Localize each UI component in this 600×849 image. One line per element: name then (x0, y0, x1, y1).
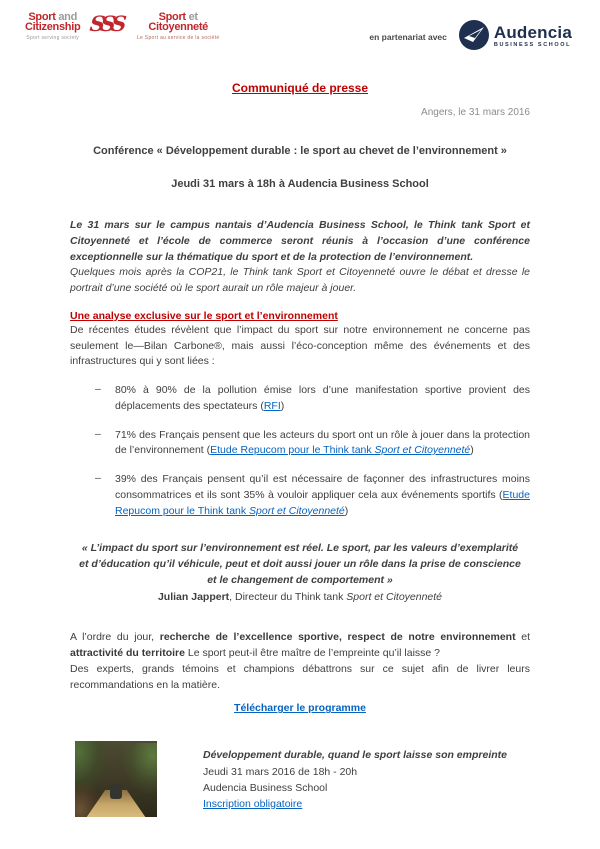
press-release-label: Communiqué de presse (231, 81, 369, 95)
bullet-dash: – (95, 472, 101, 484)
audencia-logo (459, 20, 572, 53)
bullet-item-infrastructures (95, 472, 530, 519)
photo-person-figure (110, 784, 122, 799)
download-program-link[interactable]: Télécharger le programme (234, 702, 366, 715)
sport-and-citizenship-logo (25, 12, 80, 41)
audencia-logo-icon (459, 20, 489, 53)
bullet-text: 71% des Français pensent que les acteurs du sport ont un rôle à jouer dans la protection de l’environnement (Etude Repucom pour le Think tank Sport et Citoyenneté) (115, 428, 530, 457)
partnership-label: en partenariat avec (369, 31, 447, 42)
event-datetime: Jeudi 31 mars 2016 de 18h - 20h (203, 765, 358, 778)
sss-logo-icon: SSS (89, 11, 125, 36)
conference-subtitle: Jeudi 31 mars à 18h à Audencia Business School (171, 178, 429, 190)
intro-section (70, 218, 530, 297)
event-info (157, 741, 507, 817)
sport-citizenship-logos (25, 12, 219, 41)
bullet-item-role (95, 428, 530, 460)
logo-en-tagline: Sport serving society (26, 34, 80, 41)
logo-en-line2: Citizenship (25, 21, 81, 34)
quote-attribution: Julian Jappert, Directeur du Think tank Sport et Citoyenneté (157, 590, 443, 603)
bullet-text: 80% à 90% de la pollution émise lors d’une manifestation sportive provient des déplacements des spectateurs (RFI) (115, 384, 530, 412)
intro-lead: Le 31 mars sur le campus nantais d’Audencia Business School, le Think tank Sport et Citoyenneté et l’école de commerce seront réunis à l’occasion d’une conférence exceptionnelle sur la thématique du sport et de la protection de l’environnement. (70, 219, 530, 263)
registration-link[interactable]: Inscription obligatoire (203, 798, 303, 811)
quote-text: « L’impact du sport sur l’environnement est réel. Le sport, par les valeurs d’exemplarité et d’éducation qu’il véhicule, peut et doit aussi jouer un rôle dans la prise de conscience et le changement de comportement » (79, 542, 521, 586)
download-row (70, 702, 530, 714)
event-block (70, 741, 530, 817)
repucom-study-link[interactable]: Etude Repucom pour le Think tank Sport et Citoyenneté (115, 488, 530, 517)
bullet-text: 39% des Français pensent qu’il est nécessaire de façonner des infrastructures moins consommatrices et ils sont 35% à vouloir appliquer cela aux événements sportifs (Etude Repucom pour le Think tank Sport et Citoyenneté) (115, 473, 530, 517)
agenda-paragraph: A l’ordre du jour, recherche de l’excellence sportive, respect de notre environnement et attractivité du territoire Le sport peut-il être maître de l’empreinte qu’il laisse ? Des experts, grands témoins et champions débattrons sur ce sujet afin de livrer leurs recommandations en la matière. (70, 631, 531, 691)
audencia-subtitle: BUSINESS SCHOOL (493, 42, 572, 49)
logo-fr-line1: Sport et (158, 11, 198, 23)
logo-fr-line2: Citoyenneté (148, 21, 208, 34)
experts-sentence: Des experts, grands témoins et champions débattrons sur ce sujet afin de livrer leurs recommandations en la matière. (70, 662, 530, 691)
bullet-dash: – (95, 383, 101, 395)
document-body (0, 81, 600, 817)
repucom-study-link[interactable]: Etude Repucom pour le Think tank Sport et Citoyenneté (210, 444, 471, 457)
dateline: Angers, le 31 mars 2016 (421, 107, 530, 118)
rfi-link[interactable]: RFI (263, 399, 281, 412)
analysis-paragraph: De récentes études révèlent que l’impact du sport sur notre environnement ne concerne pas seulement le—Bilan Carbone®, mais aussi l’éco-conception même des événements et des infrastructures qui y sont liées : (70, 323, 530, 368)
photo-foliage-right (122, 743, 157, 792)
conference-title: Conférence « Développement durable : le sport au chevet de l’environnement » (93, 145, 507, 157)
event-location: Audencia Business School (203, 781, 328, 794)
event-photo (75, 741, 157, 817)
bullet-dash: – (95, 427, 101, 440)
analysis-heading: Une analyse exclusive sur le sport et l’environnement (70, 309, 338, 322)
bullet-item-pollution (95, 383, 530, 415)
logo-en-line1: Sport and (28, 11, 78, 23)
audencia-name: Audencia (493, 23, 572, 43)
intro-followup: Quelques mois après la COP21, le Think tank Sport et Citoyenneté ouvre le débat et dresse le portrait d’une société où le sport aurait un rôle majeur à jouer. (70, 266, 530, 294)
audencia-wordmark (494, 24, 572, 49)
sport-et-citoyennete-logo (137, 12, 219, 41)
header (0, 0, 600, 53)
press-release-label-row (70, 81, 530, 95)
event-title: Développement durable, quand le sport laisse son empreinte (203, 749, 507, 762)
logo-fr-tagline: Le Sport au service de la société (136, 34, 220, 41)
partnership-block (369, 20, 572, 53)
